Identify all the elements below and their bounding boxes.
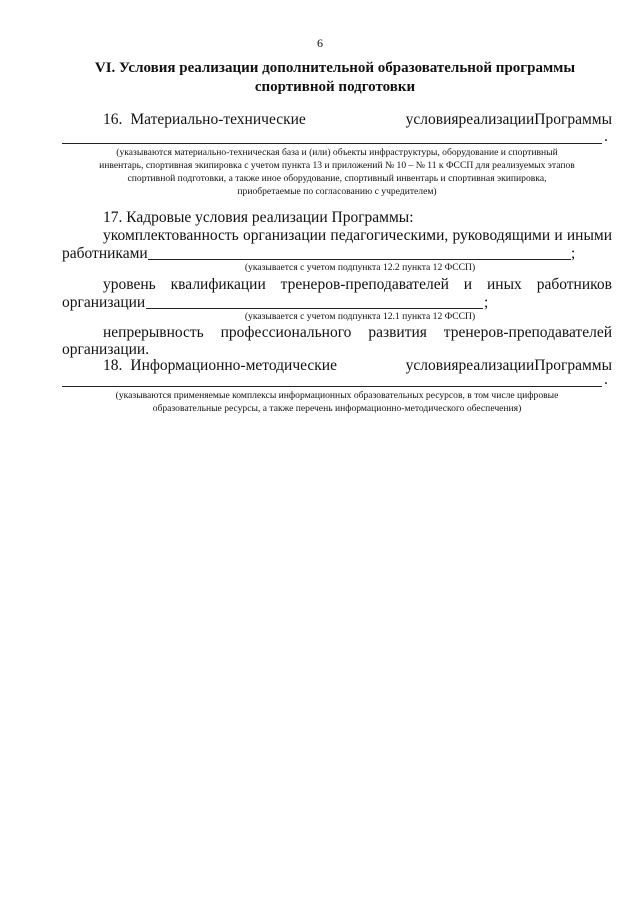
item17-qualification-word: и	[463, 276, 473, 293]
item18-word: реализации	[458, 357, 535, 374]
item17-qualification-word: работников	[536, 276, 612, 293]
item16-caption-line: инвентарь, спортивная экипировка с учетом пункта 13 и приложений № 10 – № 11 к ФССП для реализуемых этапов	[99, 160, 575, 171]
item17-qualification-line2: организации	[62, 294, 146, 311]
item17-qualification-fill-line	[146, 308, 483, 309]
item17-heading: 17. Кадровые условия реализации Программы:	[103, 209, 414, 226]
item17-qualification-word: квалификации	[170, 276, 266, 293]
item18-word: Информационно-методические	[130, 357, 337, 374]
item17-continuity-word: непрерывность	[103, 324, 204, 341]
item17-continuity-word: тренеров-преподавателей	[443, 324, 612, 341]
item17-continuity-line2: организации.	[62, 341, 150, 358]
item16-end-punct: .	[604, 128, 608, 145]
item18-end-punct: .	[604, 371, 608, 388]
item16-word: 16.	[103, 111, 123, 128]
item17-staffing-fill-line	[148, 259, 571, 260]
item17-staffing-word: и	[554, 227, 563, 244]
item17-staffing-word: укомплектованность	[103, 227, 239, 244]
item17-staffing-end: ;	[571, 245, 576, 262]
item16-word: условия	[405, 111, 459, 128]
item17-qualification-caption: (указывается с учетом подпункта 12.1 пункта 12 ФССП)	[244, 311, 476, 322]
item16-caption-line: (указываются материально-техническая база и (или) объекты инфраструктуры, оборудование и спортивный	[116, 147, 558, 158]
item18-caption-line: образовательные ресурсы, а также перечень информационно-методического обеспечения)	[152, 403, 522, 414]
item17-staffing-line2: работниками	[62, 245, 148, 262]
item17-qualification-word: иных	[487, 276, 522, 293]
section-title	[60, 59, 610, 97]
item17-qualification-word: уровень	[103, 276, 156, 293]
item18-fill-line	[62, 386, 602, 387]
item18-caption-line: (указываются применяемые комплексы информационных образовательных ресурсов, в том числе цифровые	[115, 390, 559, 401]
item17-staffing-word: организации	[242, 227, 327, 244]
item17-staffing-line1	[103, 227, 612, 245]
item16-fill-line	[62, 143, 602, 144]
section-title-line1: VI. Условия реализации дополнительной образовательной программы	[94, 60, 576, 76]
item16-word: Материально-технические	[130, 111, 306, 128]
item16-word: Программы	[534, 111, 612, 128]
item17-continuity-line1	[103, 324, 612, 342]
item17-staffing-caption: (указывается с учетом подпункта 12.2 пункта 12 ФССП)	[244, 262, 476, 273]
section-title-line2: спортивной подготовки	[254, 79, 416, 95]
item16-caption	[62, 146, 612, 198]
item16-caption-line: приобретаемые по согласованию с учредителем)	[237, 186, 437, 197]
item18-word: Программы	[534, 357, 612, 374]
item16-caption-line: спортивной подготовки, а также иное оборудование, спортивный инвентарь и спортивная экипировка,	[127, 173, 547, 184]
item17-staffing-word: руководящими	[452, 227, 551, 244]
item18-caption	[62, 389, 612, 415]
item18-word: 18.	[103, 357, 123, 374]
item17-qualification-line1	[103, 276, 612, 294]
item18-heading	[103, 357, 612, 375]
item16-heading	[103, 111, 612, 129]
item17-continuity-word: развития	[368, 324, 427, 341]
item18-word: условия	[405, 357, 459, 374]
item17-continuity-word: профессионального	[220, 324, 352, 341]
item17-qualification-end: ;	[484, 294, 489, 311]
item17-staffing-word: педагогическими,	[330, 227, 449, 244]
page-number: 6	[317, 36, 323, 50]
item17-staffing-word: иными	[566, 227, 612, 244]
item16-word: реализации	[458, 111, 535, 128]
item17-qualification-word: тренеров-преподавателей	[280, 276, 449, 293]
